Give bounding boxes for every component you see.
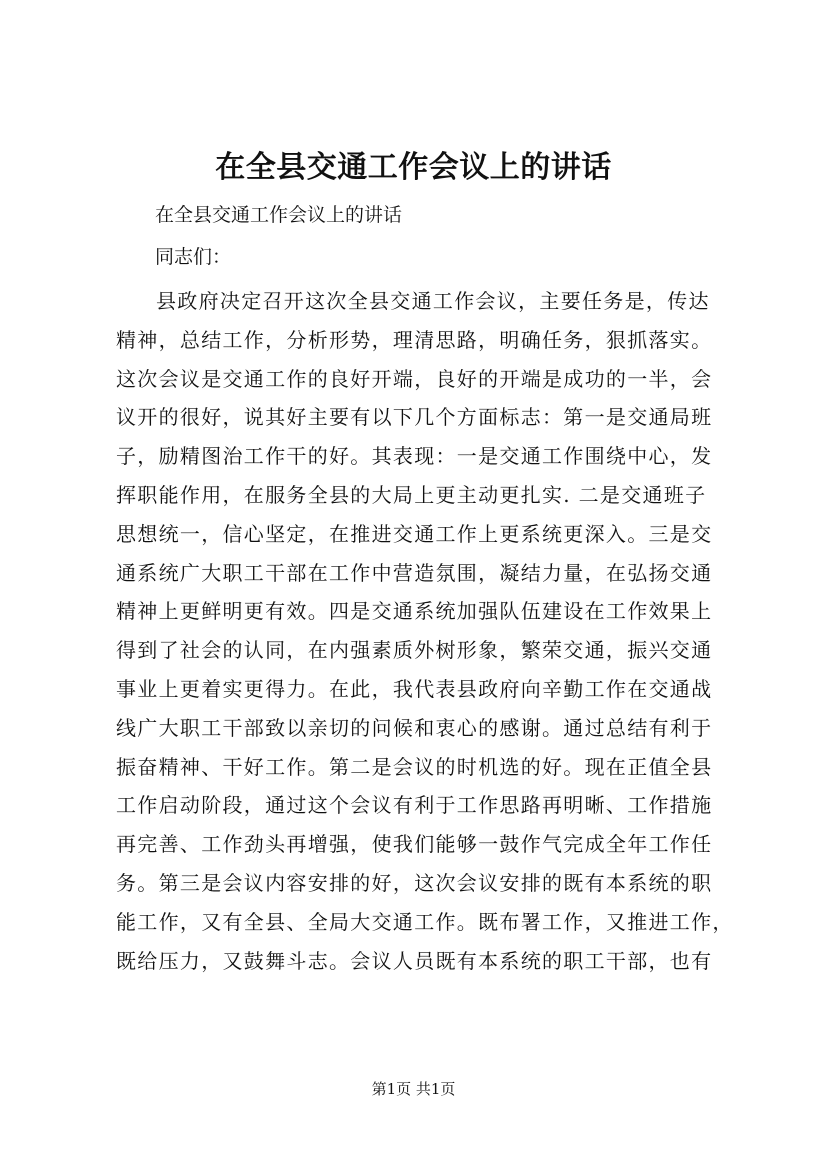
body-text (116, 282, 748, 980)
body-line: 这次会议是交通工作的良好开端，良好的开端是成功的一半，会 (116, 366, 713, 391)
body-line: 县政府决定召开这次全县交通工作会议，主要任务是，传达 (156, 289, 710, 313)
page-number-footer: 第1页 共1页 (371, 1080, 456, 1098)
body-line: 线广大职工干部致以亲切的问候和衷心的感谢。通过总结有利于 (116, 715, 713, 740)
body-line: 再完善、工作劲头再增强，使我们能够一鼓作气完成全年工作任 (116, 832, 713, 857)
body-line: 务。第三是会议内容安排的好，这次会议安排的既有本系统的职 (116, 870, 713, 895)
body-line: 挥职能作用，在服务全县的大局上更主动更扎实. 二是交通班子 (116, 482, 707, 507)
body-line: 议开的很好，说其好主要有以下几个方面标志：第一是交通局班 (116, 405, 713, 430)
body-line: 得到了社会的认同，在内强素质外树形象，繁荣交通，振兴交通 (116, 638, 713, 663)
body-line: 通系统广大职工干部在工作中营造氛围，凝结力量，在弘扬交通 (116, 560, 713, 585)
body-line: 工作启动阶段，通过这个会议有利于工作思路再明晰、工作措施 (116, 793, 713, 818)
salutation: 同志们： (155, 246, 232, 268)
body-line: 能工作，又有全县、全局大交通工作。既布署工作，又推进工作， (116, 909, 734, 934)
body-line: 振奋精神、干好工作。第二是会议的时机选的好。现在正值全县 (116, 754, 713, 779)
body-line: 事业上更着实更得力。在此，我代表县政府向辛勤工作在交通战 (116, 676, 713, 701)
body-line: 精神，总结工作，分析形势，理清思路，明确任务，狠抓落实。 (116, 327, 713, 352)
body-line: 思想统一，信心坚定，在推进交通工作上更系统更深入。三是交 (116, 521, 713, 546)
body-line: 精神上更鲜明更有效。四是交通系统加强队伍建设在工作效果上 (116, 599, 713, 624)
body-line: 子，励精图治工作干的好。其表现：一是交通工作围绕中心，发 (116, 444, 713, 469)
document-subtitle: 在全县交通工作会议上的讲话 (155, 204, 403, 226)
document-title: 在全县交通工作会议上的讲话 (215, 150, 612, 185)
body-line: 既给压力，又鼓舞斗志。会议人员既有本系统的职工干部，也有 (116, 948, 713, 973)
